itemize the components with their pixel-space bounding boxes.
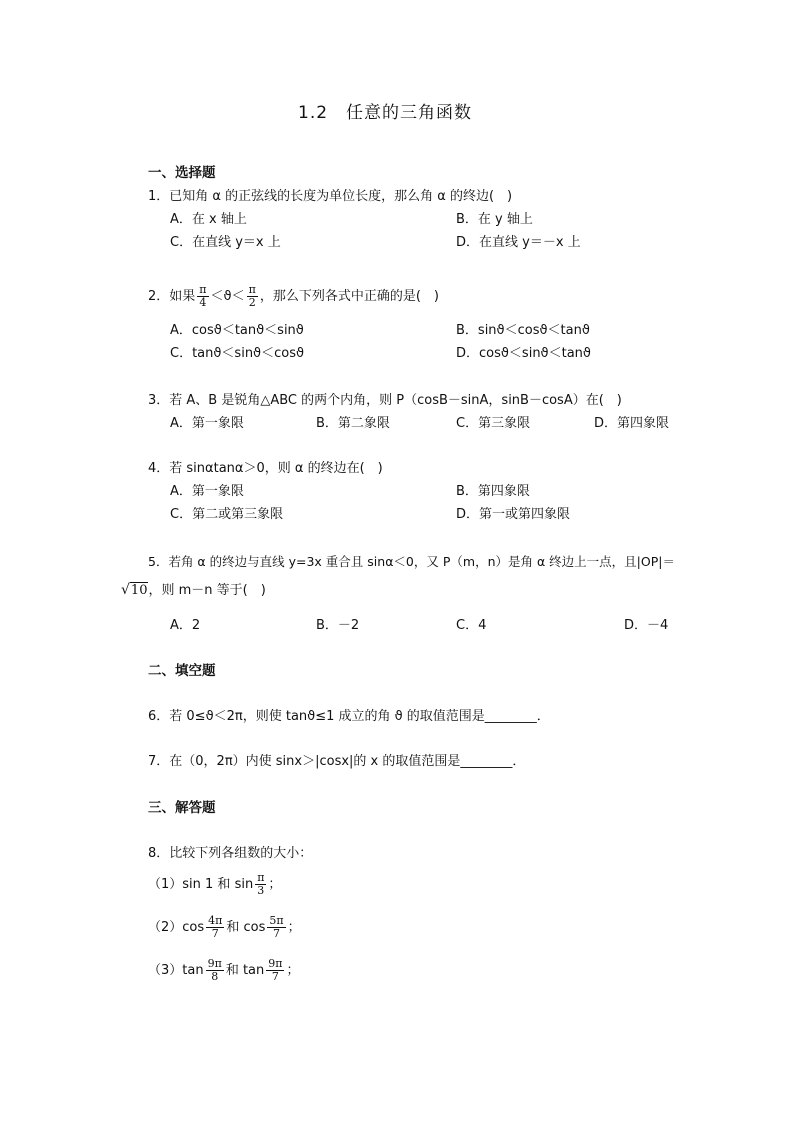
q8-part2-fraction-a-num: 4π [208, 914, 223, 927]
q1-option-c: C．在直线 y＝x 上 [170, 235, 281, 250]
q4-option-d: D．第一或第四象限 [456, 507, 571, 522]
q3-option-b: B．第二象限 [316, 416, 390, 431]
q2-prefix: 2．如果 [148, 289, 196, 304]
q8-stem: 8．比较下列各组数的大小： [148, 846, 313, 861]
q8-part1-text: （1）sin 1 和 sin [148, 877, 254, 892]
q8-part2-fraction-a-den: 7 [211, 927, 219, 940]
q8-part2-end: ； [287, 920, 301, 935]
q3-option-c: C．第三象限 [456, 416, 531, 431]
q4-option-b: B．第四象限 [456, 484, 530, 499]
q8-part3-fraction-b-den: 7 [271, 970, 279, 983]
q2-fraction-lower [197, 284, 208, 309]
q1-option-a: A．在 x 轴上 [170, 212, 247, 227]
q4-option-a: A．第一象限 [170, 484, 244, 499]
q3-stem: 3．若 A、B 是锐角△ABC 的两个内角，则 P（cosB－sinA，sinB－cosA）在( ) [148, 393, 622, 408]
q5-sqrt-value: 10 [130, 583, 148, 598]
q8-part2 [148, 913, 301, 943]
q8-part3-fraction-b [266, 958, 284, 983]
q5-stem-line1: 5．若角 α 的终边与直线 y=3x 重合且 sinα＜0，又 P（m，n）是角 α 终边上一点，且|OP|＝ [148, 554, 675, 569]
q8-part2-fraction-b [267, 915, 285, 940]
q5-option-a: A．2 [170, 618, 201, 633]
q3-option-d: D．第四象限 [594, 416, 670, 431]
q3-option-a: A．第一象限 [170, 416, 244, 431]
q8-part3 [148, 956, 300, 986]
q1-option-b: B．在 y 轴上 [456, 212, 533, 227]
q8-part2-fraction-a [206, 915, 224, 940]
q2-option-b: B．sinϑ＜cosϑ＜tanϑ [456, 323, 590, 338]
q1-option-d: D．在直线 y＝－x 上 [456, 235, 581, 250]
q2-fraction-lower-den: 4 [199, 296, 207, 309]
q2-fraction-upper-num: π [248, 283, 256, 296]
q5-option-c: C．4 [456, 618, 487, 633]
q8-part1-fraction [255, 872, 266, 897]
section-heading-answer: 三、解答题 [148, 800, 216, 816]
q8-part3-text: （3）tan [148, 963, 204, 978]
q5-option-d: D．－4 [624, 618, 669, 633]
q8-part2-fraction-b-den: 7 [273, 927, 281, 940]
q8-part1-fraction-num: π [257, 871, 265, 884]
q8-part3-fraction-a [206, 958, 224, 983]
q8-part3-conj: 和 tan [225, 963, 265, 978]
q2-mid: ＜ϑ＜ [210, 289, 245, 304]
q8-part3-fraction-b-num: 9π [268, 957, 283, 970]
q5-sqrt [121, 581, 148, 599]
q2-fraction-upper [247, 284, 258, 309]
q2-option-d: D．cosϑ＜sinϑ＜tanϑ [456, 346, 591, 361]
sqrt-icon: √ [121, 582, 130, 598]
page-title: 1.2 任意的三角函数 [298, 103, 473, 123]
q2-option-c: C．tanϑ＜sinϑ＜cosϑ [170, 346, 305, 361]
q7-stem: 7．在（0，2π）内使 sinx＞|cosx|的 x 的取值范围是________． [148, 754, 526, 769]
q8-part1 [148, 870, 281, 900]
q8-part2-fraction-b-num: 5π [269, 914, 284, 927]
q8-part1-fraction-den: 3 [257, 884, 265, 897]
q2-fraction-upper-den: 2 [248, 296, 256, 309]
q2-fraction-lower-num: π [199, 283, 207, 296]
q2-option-a: A．cosϑ＜tanϑ＜sinϑ [170, 323, 304, 338]
q5-option-b: B．－2 [316, 618, 360, 633]
section-heading-choice: 一、选择题 [148, 165, 216, 181]
q8-part1-end: ； [268, 877, 282, 892]
q8-part2-conj: 和 cos [226, 920, 266, 935]
q8-part3-end: ； [286, 963, 300, 978]
q2-stem [148, 282, 439, 312]
q4-option-c: C．第二或第三象限 [170, 507, 284, 522]
q4-stem: 4．若 sinαtanα＞0，则 α 的终边在( ) [148, 461, 383, 476]
q6-stem: 6．若 0≤ϑ＜2π，则使 tanϑ≤1 成立的角 ϑ 的取值范围是________． [148, 709, 550, 724]
q5-stem-line2 [121, 580, 266, 602]
q1-stem: 1．已知角 α 的正弦线的长度为单位长度，那么角 α 的终边( ) [148, 189, 513, 204]
q8-part2-text: （2）cos [148, 920, 205, 935]
section-heading-fill: 二、填空题 [148, 663, 216, 679]
q8-part3-fraction-a-num: 9π [207, 957, 222, 970]
q5-stem-rest: ，则 m－n 等于( ) [148, 583, 266, 598]
q2-suffix: ，那么下列各式中正确的是( ) [259, 289, 439, 304]
q8-part3-fraction-a-den: 8 [211, 970, 219, 983]
